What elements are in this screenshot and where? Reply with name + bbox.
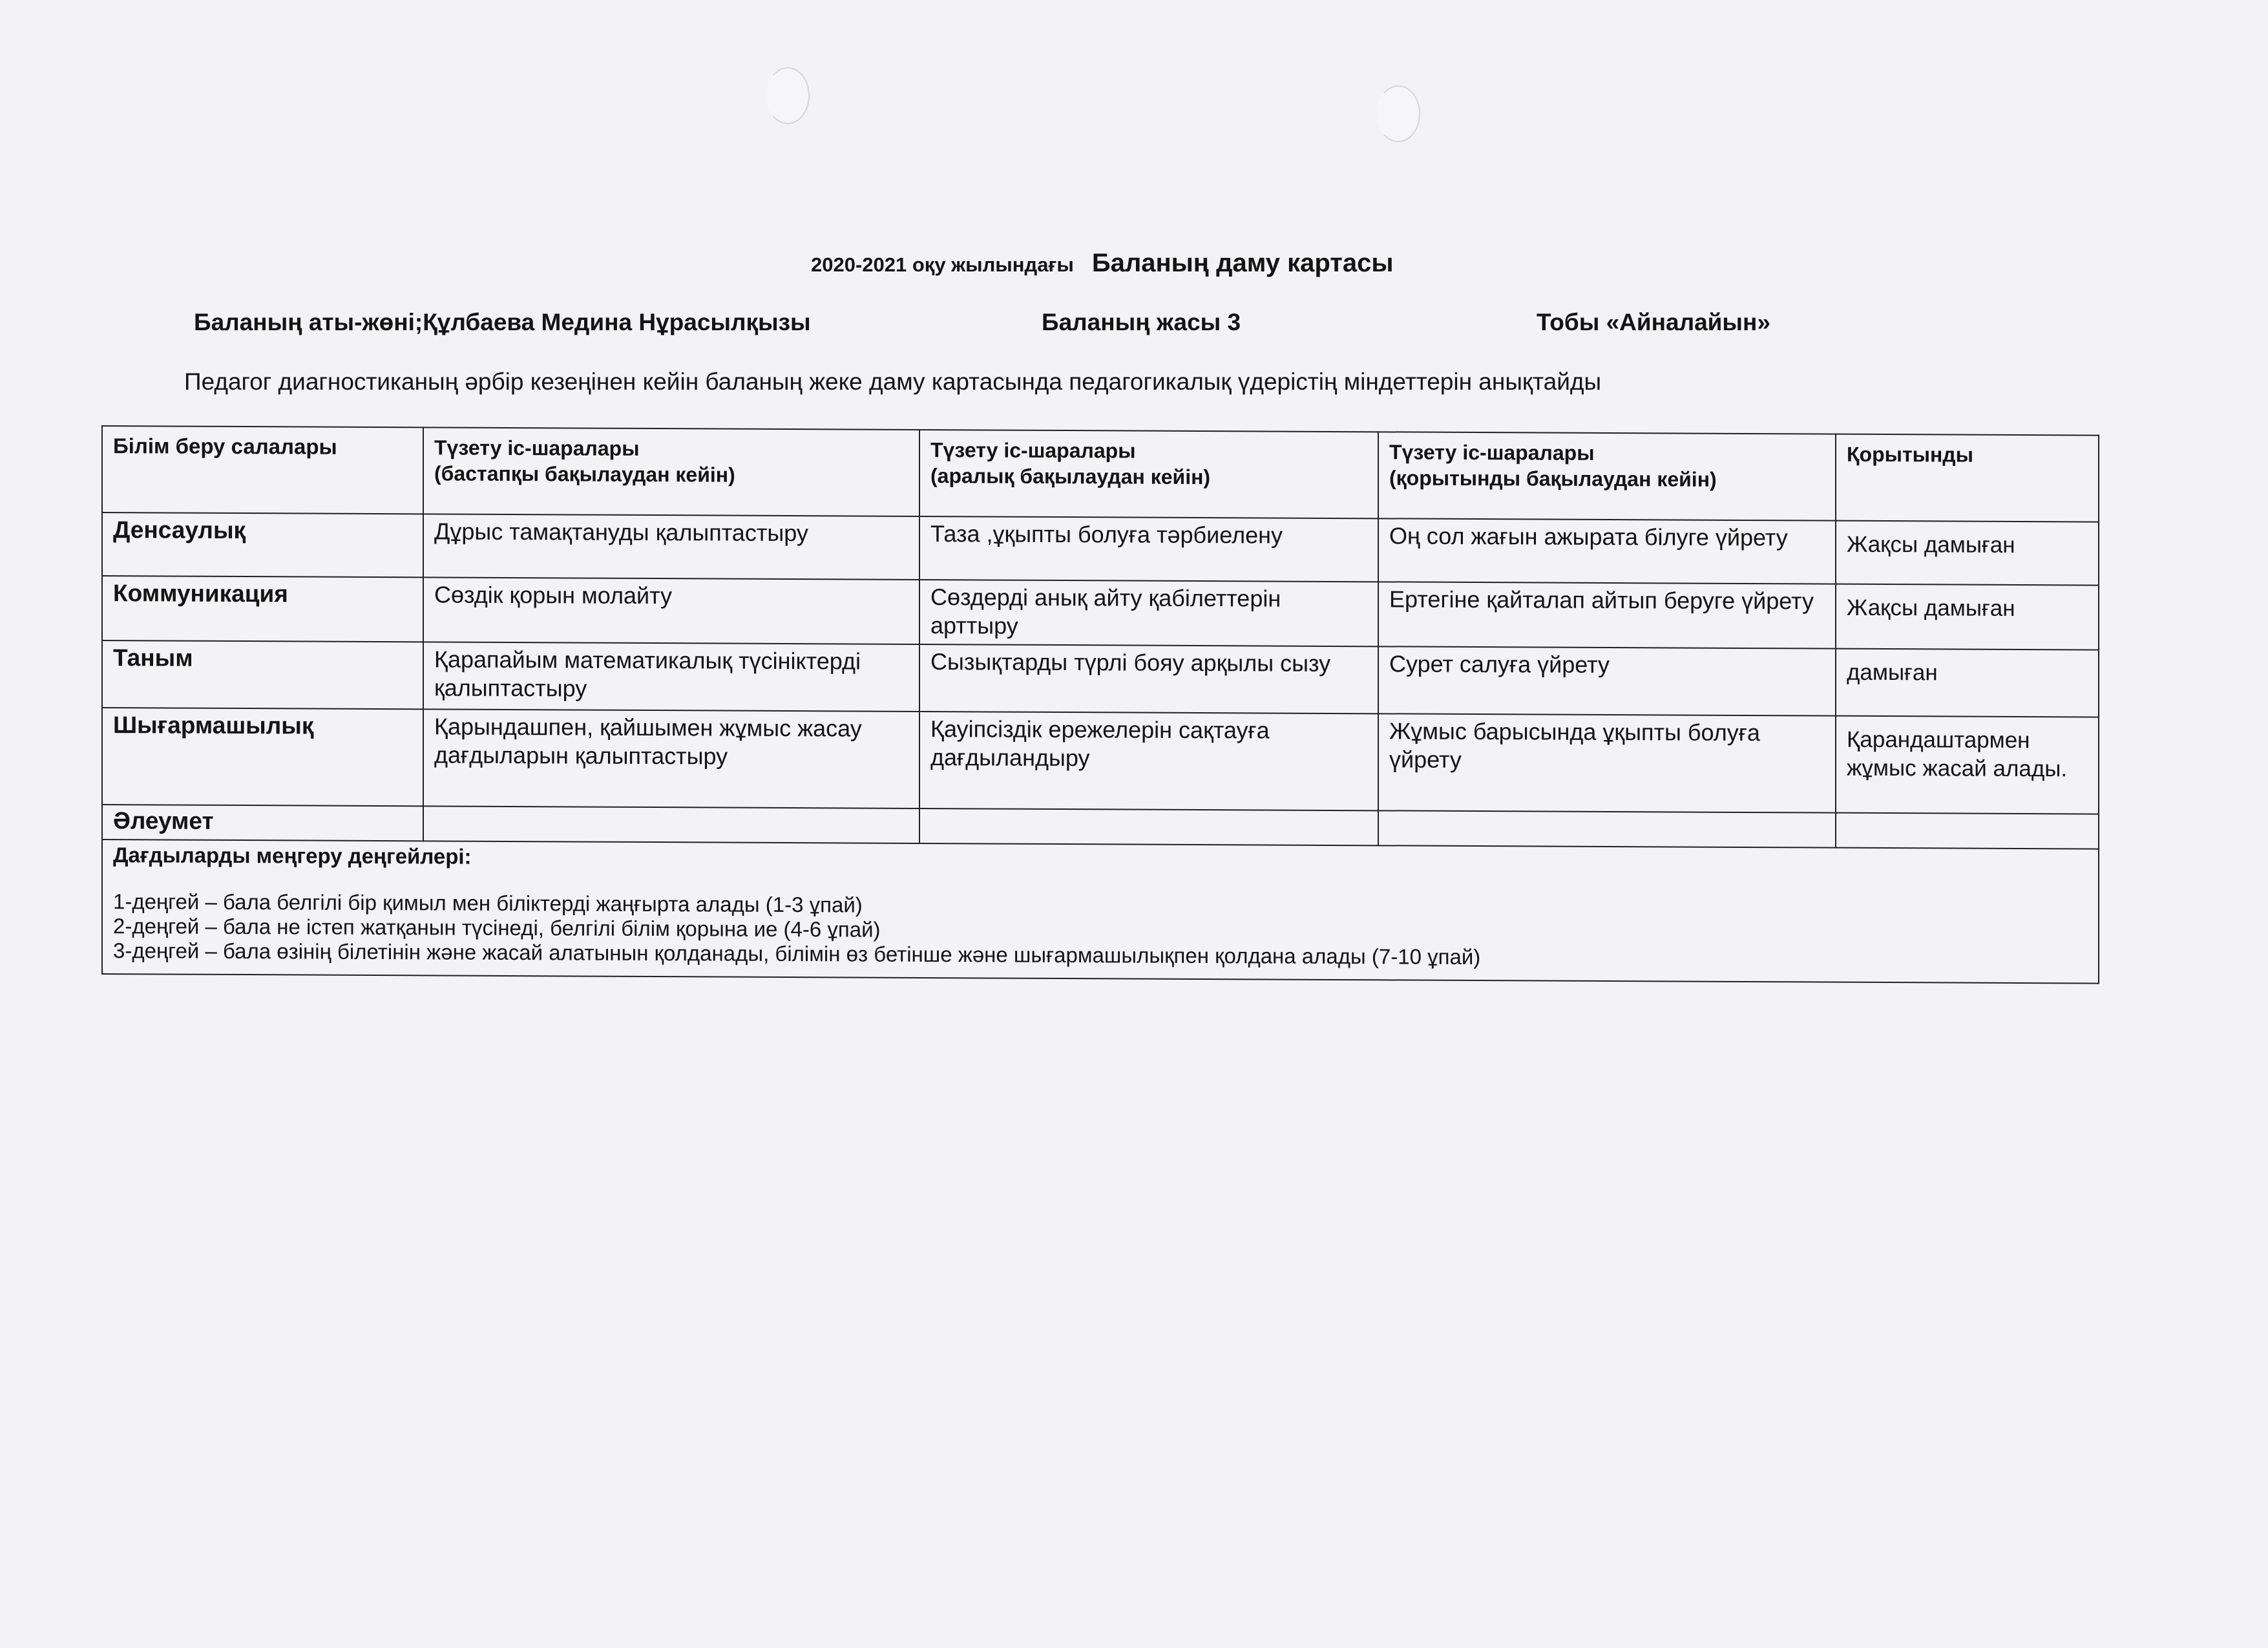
area-cell: Коммуникация: [102, 576, 423, 642]
table-row: [102, 640, 2099, 717]
initial-cell: Қарындашпен, қайшымен жұмыс жасау дағдыларын қалыптастыру: [423, 709, 919, 808]
initial-cell: [423, 806, 919, 843]
development-map-table: [101, 425, 2099, 984]
area-cell: Әлеумет: [102, 805, 423, 841]
main-title: Баланың даму картасы: [1091, 249, 1394, 277]
mid-cell: Сызықтарды түрлі бояу арқылы сызу: [919, 644, 1378, 713]
level-1-text: 1-деңгей – бала белгілі бір қимыл мен біліктерді жаңғырта алады (1-3 ұпай): [113, 889, 863, 917]
header-final: Түзету іс-шаралары (қорытынды бақылаудан кейін): [1378, 432, 1836, 520]
result-cell: Жақсы дамыған: [1836, 521, 2099, 586]
header-mid: Түзету іс-шаралары (аралық бақылаудан кейін): [919, 430, 1378, 518]
final-cell: Ертегіне қайталап айтып беруге үйрету: [1378, 582, 1836, 648]
document-heading: [811, 249, 1586, 278]
levels-title: Дағдыларды меңгеру деңгейлері:: [113, 843, 472, 869]
final-cell: Жұмыс барысында ұқыпты болуға үйрету: [1378, 713, 1836, 812]
levels-row: [102, 840, 2099, 984]
year-title: 2020-2021 оқу жылындағы: [811, 253, 1074, 276]
levels-cell: [102, 840, 2099, 984]
initial-cell: Дұрыс тамақтануды қалыптастыру: [423, 514, 919, 580]
child-group: Тобы «Айналайын»: [1537, 309, 1770, 335]
table-row: [102, 512, 2099, 586]
mid-cell: Таза ,ұқыпты болуға тәрбиелену: [919, 516, 1378, 582]
mid-cell: [919, 808, 1378, 845]
mid-cell: Қауіпсіздік ережелерін сақтауға дағдыландыру: [919, 712, 1378, 810]
area-cell: Таным: [102, 640, 423, 709]
initial-cell: Сөздік қорын молайту: [423, 577, 919, 644]
mid-cell: Сөздерді анық айту қабілеттерін арттыру: [919, 580, 1378, 646]
intro-text: Педагог диагностиканың әрбір кезеңінен кейін баланың жеке даму картасында педагогикалық үдерістің міндеттерін анықтайды: [184, 368, 1602, 395]
level-3-text: 3-деңгей – бала өзінің білетінін және жасай алатынын қолданады, білімін өз бетінше және шығармашылықпен қолдана алады (7-10 ұпай): [113, 938, 1481, 969]
initial-cell: Қарапайым математикалық түсініктерді қалыптастыру: [423, 642, 919, 712]
final-cell: [1378, 810, 1836, 847]
table-header-row: [102, 426, 2099, 522]
child-age: Баланың жасы 3: [1042, 309, 1241, 335]
area-cell: Шығармашылық: [102, 708, 423, 806]
header-result: Қорытынды: [1836, 434, 2099, 522]
final-cell: Оң сол жағын ажырата білуге үйрету: [1378, 518, 1836, 584]
punch-hole: [766, 67, 810, 124]
table-row: [102, 708, 2099, 814]
header-area: Білім беру салалары: [102, 426, 423, 514]
result-cell: [1836, 813, 2099, 849]
result-cell: Қарандаштармен жұмыс жасай алады.: [1836, 716, 2099, 814]
level-2-text: 2-деңгей – бала не істеп жатқанын түсінеді, белгілі білім қорына ие (4-6 ұпай): [113, 914, 881, 942]
area-cell: Денсаулық: [102, 512, 423, 577]
child-name: Баланың аты-жөні;Құлбаева Медина Нұрасылқызы: [194, 309, 811, 335]
punch-hole: [1376, 85, 1420, 142]
table-row: [102, 576, 2099, 650]
result-cell: дамыған: [1836, 649, 2099, 717]
result-cell: Жақсы дамыған: [1836, 584, 2099, 650]
header-initial: Түзету іс-шаралары (бастапқы бақылаудан кейін): [423, 427, 919, 516]
final-cell: Сурет салуға үйрету: [1378, 646, 1836, 715]
